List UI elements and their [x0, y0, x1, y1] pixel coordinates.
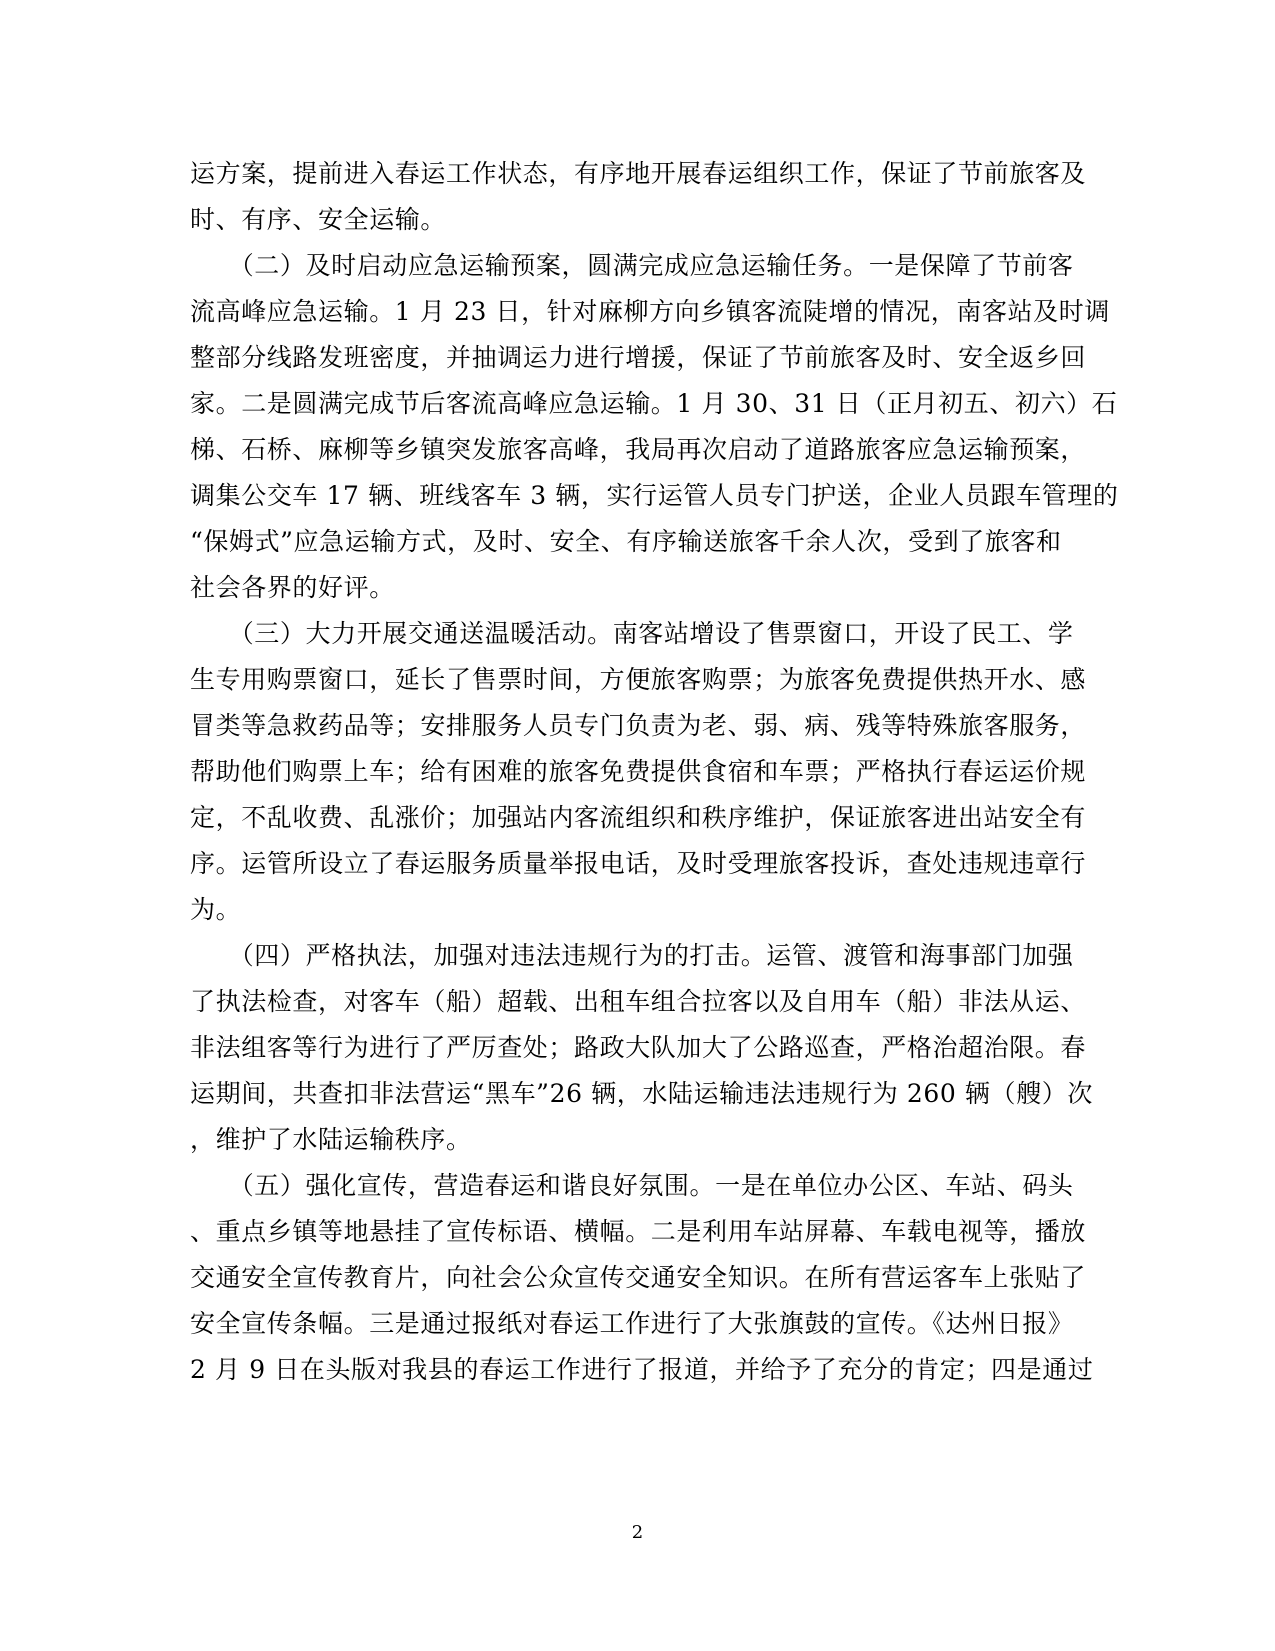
text-line: 序。运管所设立了春运服务质量举报电话，及时受理旅客投诉，查处违规违章行 [190, 849, 1087, 878]
text-line: 冒类等急救药品等；安排服务人员专门负责为老、弱、病、残等特殊旅客服务， [190, 711, 1087, 740]
text-line: 梯、石桥、麻柳等乡镇突发旅客高峰，我局再次启动了道路旅客应急运输预案， [190, 435, 1087, 464]
text-line: 为。 [190, 895, 242, 924]
text-line: 流高峰应急运输。1 月 23 日，针对麻柳方向乡镇客流陡增的情况，南客站及时调 [190, 297, 1110, 326]
text-line: 时、有序、安全运输。 [190, 205, 447, 234]
text-line: 运方案，提前进入春运工作状态，有序地开展春运组织工作，保证了节前旅客及 [190, 159, 1087, 188]
text-line: 非法组客等行为进行了严厉查处；路政大队加大了公路巡查，严格治超治限。春 [190, 1033, 1087, 1062]
text-line: 生专用购票窗口，延长了售票时间，方便旅客购票；为旅客免费提供热开水、感 [190, 665, 1087, 694]
text-line: （二）及时启动应急运输预案，圆满完成应急运输任务。一是保障了节前客 [190, 251, 1074, 280]
text-line: 、重点乡镇等地悬挂了宣传标语、横幅。二是利用车站屏幕、车载电视等，播放 [190, 1217, 1087, 1246]
text-line: 交通安全宣传教育片，向社会公众宣传交通安全知识。在所有营运客车上张贴了 [190, 1263, 1087, 1292]
text-line: 了执法检查，对客车（船）超载、出租车组合拉客以及自用车（船）非法从运、 [190, 987, 1087, 1016]
text-line: 社会各界的好评。 [190, 573, 395, 602]
text-line: ，维护了水陆运输秩序。 [190, 1125, 472, 1154]
text-line: 家。二是圆满完成节后客流高峰应急运输。1 月 30、31 日（正月初五、初六）石 [190, 389, 1118, 418]
text-line: （三）大力开展交通送温暖活动。南客站增设了售票窗口，开设了民工、学 [190, 619, 1074, 648]
text-line: 安全宣传条幅。三是通过报纸对春运工作进行了大张旗鼓的宣传。《达州日报》 [190, 1309, 1074, 1338]
text-line: “保姆式”应急运输方式，及时、安全、有序输送旅客千余人次，受到了旅客和 [190, 527, 1062, 556]
text-line: 定，不乱收费、乱涨价；加强站内客流组织和秩序维护，保证旅客进出站安全有 [190, 803, 1087, 832]
text-line: （四）严格执法，加强对违法违规行为的打击。运管、渡管和海事部门加强 [190, 941, 1074, 970]
text-line: 帮助他们购票上车；给有困难的旅客免费提供食宿和车票；严格执行春运运价规 [190, 757, 1087, 786]
text-line: 调集公交车 17 辆、班线客车 3 辆，实行运管人员专门护送，企业人员跟车管理的 [190, 481, 1119, 510]
text-line: 2 月 9 日在头版对我县的春运工作进行了报道，并给予了充分的肯定；四是通过 [190, 1355, 1094, 1384]
text-line: 运期间，共查扣非法营运“黑车”26 辆，水陆运输违法违规行为 260 辆（艘）次 [190, 1079, 1093, 1108]
text-line: 整部分线路发班密度，并抽调运力进行增援，保证了节前旅客及时、安全返乡回 [190, 343, 1087, 372]
page-number: 2 [631, 1522, 644, 1543]
text-line: （五）强化宣传，营造春运和谐良好氛围。一是在单位办公区、车站、码头 [190, 1171, 1074, 1200]
